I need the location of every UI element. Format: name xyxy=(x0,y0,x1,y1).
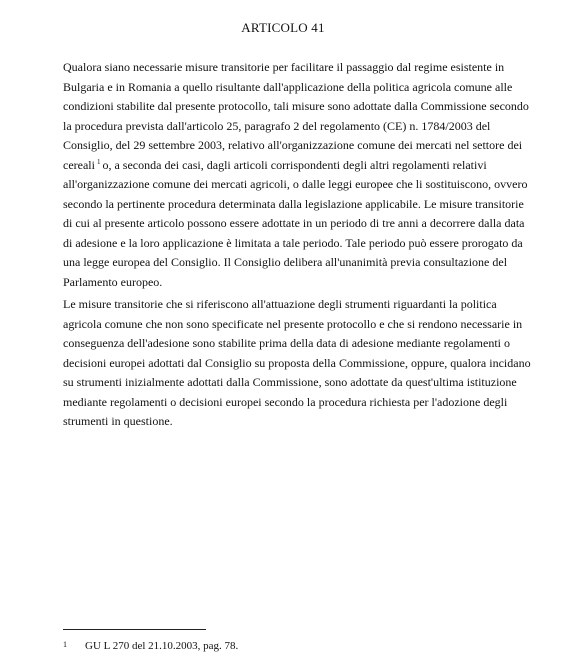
paragraph-2: Le misure transitorie che si riferiscono all'attuazione degli strumenti riguardanti la politica agricola comune che non sono specificate nel presente protocollo e che si rendono necessarie in conseguenza dell'adesione sono stabilite prima della data di adesione mediante regolamenti o decisioni europei adottati dal Consiglio su proposta della Commissione, oppure, qualora incidano su strumenti inizialmente adottati dalla Commissione, sono adottate da quest'ultima istituzione mediante regolamenti o decisioni europei secondo la procedura richiesta per l'adozione degli strumenti in questione. xyxy=(63,297,531,428)
footnote-text: GU L 270 del 21.10.2003, pag. 78. xyxy=(85,640,239,652)
footnote-reference: 1 xyxy=(96,157,101,166)
footnote-separator xyxy=(63,629,206,630)
paragraph-1 xyxy=(63,58,535,292)
article-heading: ARTICOLO 41 xyxy=(241,20,325,35)
footnote xyxy=(63,640,238,652)
paragraph-1-text-b: o, a seconda dei casi, dagli articoli corrispondenti degli altri regolamenti relativi all'organizzazione comune dei mercati agricoli, o dalle leggi europee che li sostituiscono, ovvero secondo la pertinente procedura determinata dalla legislazione applicabile. Le misure transitorie di cui al presente articolo possono essere adottate in un periodo di tre anni a decorrere dalla data di adesione e la loro applicazione è limitata a tale periodo. Tale periodo può essere prorogato da una legge europea del Consiglio. Il Consiglio delibera all'unanimità previa consultazione del Parlamento europeo. xyxy=(63,157,528,289)
footnote-number: 1 xyxy=(63,640,67,649)
paragraph-1-text-a: Qualora siano necessarie misure transitorie per facilitare il passaggio dal regime esistente in Bulgaria e in Romania a quello risultante dall'applicazione della politica agricola comune alle condizioni stabilite dal presente protocollo, tali misure sono adottate dalla Commissione secondo la procedura prevista dall'articolo 25, paragrafo 2 del regolamento (CE) n. 1784/2003 del Consiglio, del 29 settembre 2003, relativo all'organizzazione comune dei mercati nel settore dei cereali xyxy=(63,60,529,172)
